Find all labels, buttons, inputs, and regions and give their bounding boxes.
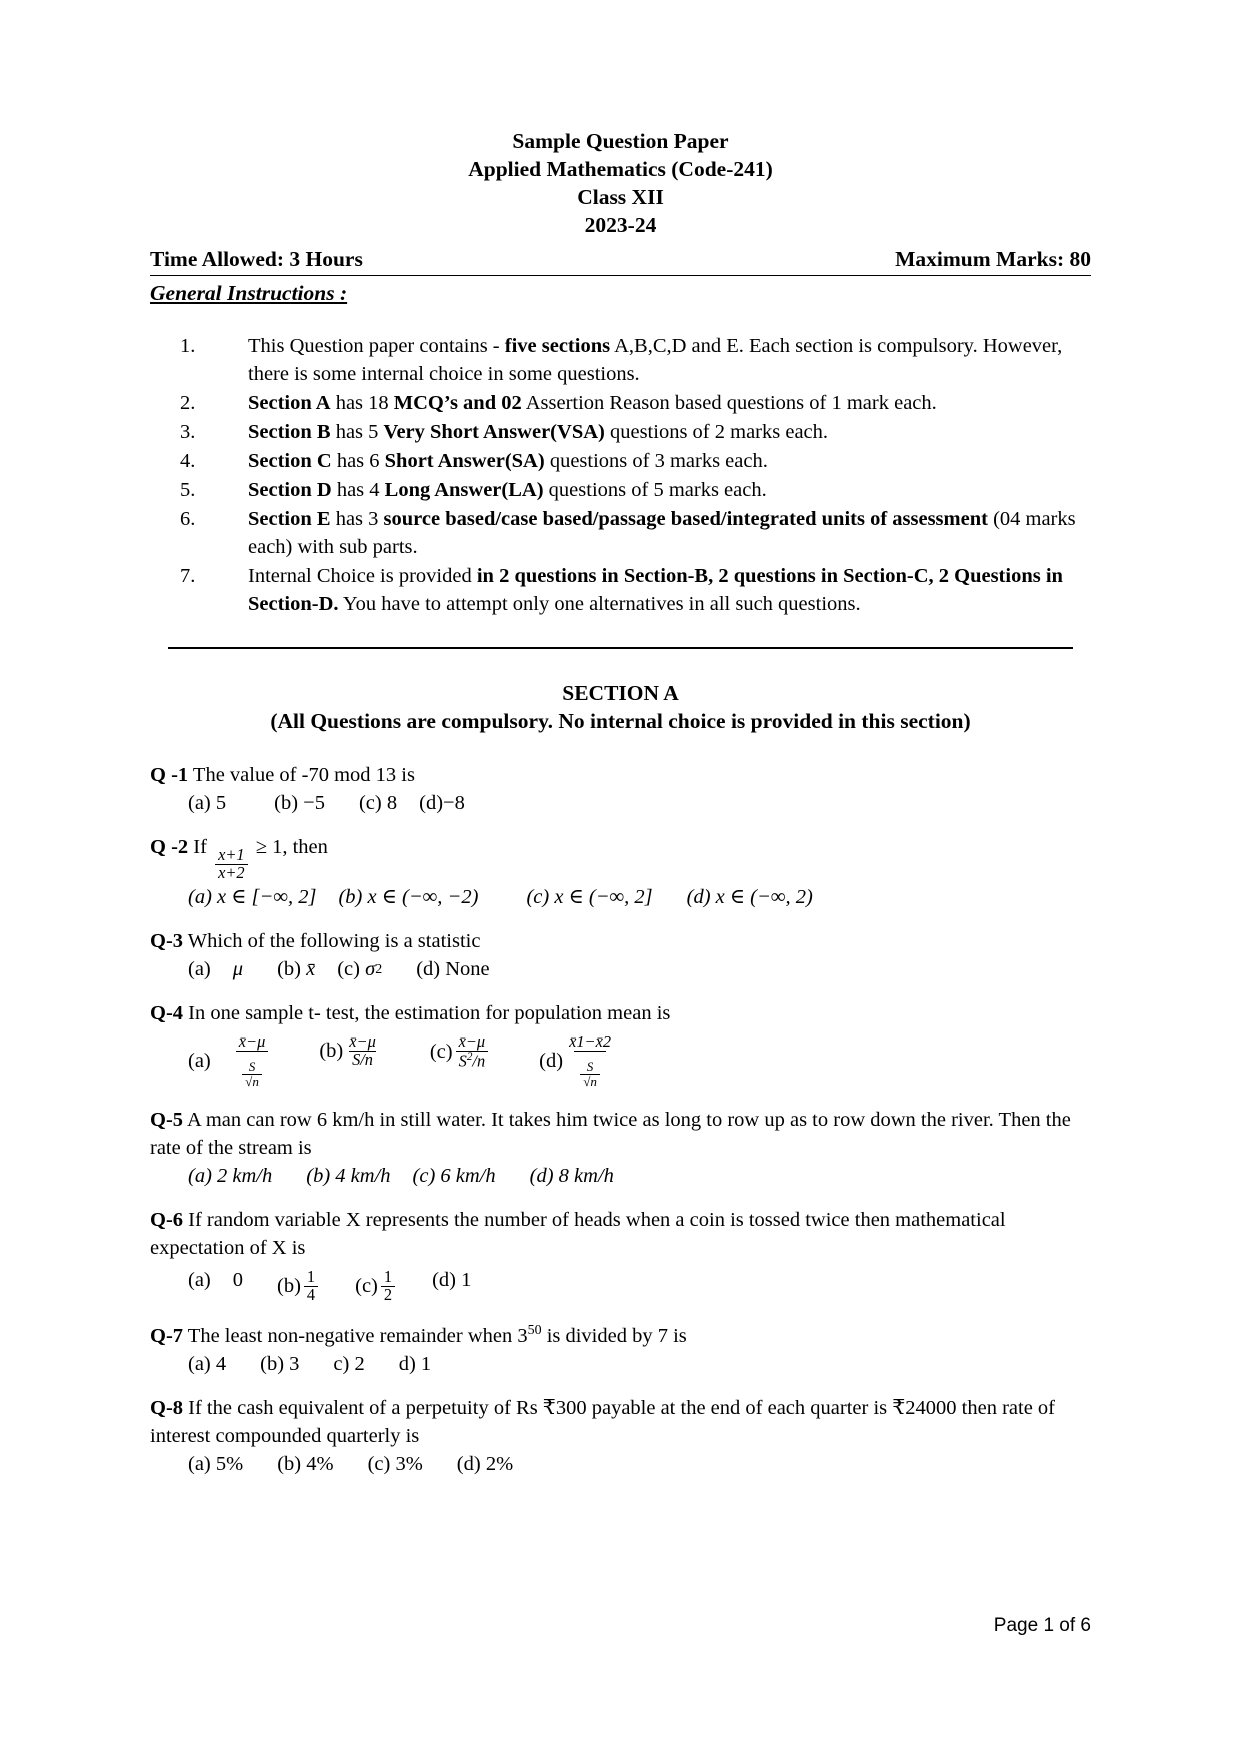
section-title: SECTION A <box>562 680 679 705</box>
question-7-options <box>150 1353 1091 1376</box>
formula-b-numerator: x̄−μ <box>349 1031 376 1051</box>
question-6 <box>150 1207 1091 1304</box>
inner-denominator: √n <box>580 1074 600 1089</box>
question-6-text: If random variable X represents the number of heads when a coin is tossed twice then mathematical expectation of X is <box>150 1208 1006 1259</box>
questions-list <box>150 762 1091 1476</box>
instruction-text: Section C has 6 Short Answer(SA) questions of 3 marks each. <box>248 450 768 473</box>
question-3-options <box>150 958 1091 981</box>
instruction-item <box>180 332 1091 388</box>
question-4-text: In one sample t- test, the estimation for population mean is <box>188 1002 671 1025</box>
instruction-item <box>180 476 1091 504</box>
title-line-2: Applied Mathematics (Code-241) <box>468 156 773 181</box>
option-c[interactable]: c) 2 <box>333 1353 365 1376</box>
option-d[interactable]: d) 1 <box>398 1353 432 1376</box>
fraction-numerator: 1 <box>383 1266 393 1286</box>
question-8-stem <box>150 1395 1091 1451</box>
question-7-exponent: 50 <box>527 1323 542 1339</box>
formula-d-denominator <box>574 1051 606 1088</box>
option-a-label: (a) <box>188 1049 211 1072</box>
option-c-exponent: 2 <box>375 961 383 977</box>
option-a-value: μ <box>232 958 244 981</box>
option-a[interactable]: (a) 4 <box>188 1353 227 1376</box>
formula-c-numerator: x̄−μ <box>458 1031 486 1051</box>
formula-d <box>566 1031 614 1089</box>
option-d[interactable]: (d) 8 km/h <box>529 1164 614 1187</box>
question-3 <box>150 928 1091 981</box>
question-8-options <box>150 1453 1091 1476</box>
title-line-3: Class XII <box>577 184 664 209</box>
formula-a <box>236 1031 269 1089</box>
instruction-item <box>180 505 1091 561</box>
option-c[interactable] <box>429 1031 491 1071</box>
option-c-value: σ <box>365 958 376 981</box>
option-b[interactable]: (b) x ∈ (−∞, −2) <box>338 886 479 909</box>
option-d[interactable] <box>432 1269 471 1292</box>
option-b-value: x̄ <box>306 958 316 981</box>
question-1-stem <box>150 762 1091 790</box>
inner-denominator: √n <box>242 1074 262 1089</box>
option-d[interactable]: (d)−8 <box>419 791 465 814</box>
option-b-label: (b) <box>277 958 301 981</box>
document-title-block <box>150 128 1091 240</box>
question-1-options <box>150 792 1091 815</box>
fraction-one-quarter <box>304 1266 318 1304</box>
general-instructions-heading-wrap <box>150 276 1091 306</box>
question-5-options <box>150 1165 1091 1188</box>
instruction-number: 6. <box>180 508 196 531</box>
fraction-numerator: x+1 <box>218 845 245 865</box>
instruction-number: 2. <box>180 391 196 414</box>
option-c-label: (c) <box>337 958 360 981</box>
instruction-text: Section D has 4 Long Answer(LA) questions of 5 marks each. <box>248 479 767 502</box>
option-c[interactable] <box>355 1266 398 1304</box>
fraction-x1-over-x2 <box>215 847 248 882</box>
formula-c <box>456 1031 489 1071</box>
fraction-denominator: 2 <box>381 1286 395 1304</box>
option-a-label: (a) <box>188 1268 211 1291</box>
fraction-denominator: 4 <box>304 1286 318 1304</box>
option-b[interactable] <box>319 1031 381 1069</box>
formula-b <box>346 1031 379 1069</box>
question-8 <box>150 1395 1091 1476</box>
question-5 <box>150 1107 1091 1188</box>
option-b-label: (b) <box>277 1274 301 1297</box>
instruction-number: 7. <box>180 565 196 588</box>
option-a[interactable] <box>188 1269 243 1292</box>
title-line-1: Sample Question Paper <box>512 129 729 153</box>
option-a[interactable] <box>188 958 243 981</box>
option-b[interactable]: (b) −5 <box>274 791 325 814</box>
question-2-options <box>150 884 1091 909</box>
section-heading-block <box>150 679 1091 736</box>
instruction-text: Section B has 5 Very Short Answer(VSA) questions of 2 marks each. <box>248 420 829 443</box>
question-4 <box>150 1000 1091 1088</box>
question-5-stem <box>150 1107 1091 1163</box>
instruction-text: This Question paper contains - five sections A,B,C,D and E. Each section is compulsory. However, there is some internal choice in some questions. <box>248 334 1063 385</box>
question-5-text: A man can row 6 km/h in still water. It takes him twice as long to row up as to row down the river. Then the rate of the stream is <box>150 1109 1071 1160</box>
time-allowed: Time Allowed: 3 Hours <box>150 246 363 271</box>
fraction-one-half <box>381 1266 395 1304</box>
instruction-text: Internal Choice is provided in 2 questions in Section-B, 2 questions in Section-C, 2 Questions in Section-D. You have to attempt only one alternatives in all such questions. <box>248 565 1063 616</box>
option-b[interactable] <box>277 958 315 981</box>
instruction-item <box>180 447 1091 475</box>
option-c[interactable]: (c) 6 km/h <box>412 1164 496 1187</box>
question-7-label: Q-7 <box>150 1325 184 1348</box>
title-line-4: 2023-24 <box>584 212 657 237</box>
option-a[interactable]: (a) 5 <box>188 791 227 814</box>
option-d[interactable]: (d) x ∈ (−∞, 2) <box>686 886 813 909</box>
instruction-item <box>180 389 1091 417</box>
question-2 <box>150 834 1091 910</box>
option-c-label: (c) <box>429 1040 453 1063</box>
maximum-marks: Maximum Marks: 80 <box>895 246 1091 271</box>
formula-a-denominator <box>236 1051 268 1088</box>
instruction-item <box>180 418 1091 446</box>
option-b[interactable] <box>277 1266 321 1304</box>
question-6-stem <box>150 1207 1091 1263</box>
question-1-label: Q -1 <box>150 763 189 786</box>
fraction-denominator: x+2 <box>215 864 248 882</box>
option-c[interactable] <box>337 958 382 981</box>
formula-b-denominator: S/n <box>349 1051 376 1069</box>
option-d-label: (d) <box>539 1049 564 1072</box>
option-d-value: None <box>445 958 490 981</box>
question-8-text: If the cash equivalent of a perpetuity of Rs ₹300 payable at the end of each quarter is ₹24000 then rate of interest compounded quarterly is <box>150 1397 1056 1448</box>
option-d-label: (d) <box>416 958 441 981</box>
option-c[interactable]: (c) 8 <box>358 791 398 814</box>
option-b[interactable]: (b) 4 km/h <box>306 1164 391 1187</box>
option-d[interactable] <box>416 958 489 981</box>
option-d[interactable] <box>539 1031 617 1089</box>
option-d[interactable]: (d) 2% <box>456 1452 514 1475</box>
option-b[interactable]: (b) 4% <box>277 1452 334 1475</box>
formula-a-inner-fraction <box>242 1060 262 1088</box>
instruction-item <box>180 562 1091 618</box>
option-d-label: (d) <box>432 1268 456 1291</box>
option-a-value: 0 <box>232 1268 244 1291</box>
option-b-label: (b) <box>319 1039 344 1062</box>
option-a[interactable]: (a) 5% <box>188 1452 244 1475</box>
general-instructions-heading: General Instructions : <box>150 280 348 305</box>
question-1-text: The value of -70 mod 13 is <box>192 763 415 786</box>
option-b[interactable]: (b) 3 <box>260 1353 300 1376</box>
formula-a-numerator: x̄−μ <box>238 1031 266 1051</box>
question-5-label: Q-5 <box>150 1109 184 1132</box>
question-4-label: Q-4 <box>150 1002 184 1025</box>
section-subtitle: (All Questions are compulsory. No internal choice is provided in this section) <box>270 709 971 734</box>
option-d-value: 1 <box>461 1268 472 1291</box>
question-6-options <box>150 1266 1091 1304</box>
question-2-label: Q -2 <box>150 835 189 858</box>
formula-d-inner-fraction <box>580 1060 600 1088</box>
question-7-text-post: is divided by 7 is <box>541 1325 687 1348</box>
option-a[interactable] <box>188 1031 271 1089</box>
question-3-text: Which of the following is a statistic <box>187 930 481 953</box>
question-8-label: Q-8 <box>150 1397 184 1420</box>
page-number-footer: Page 1 of 6 <box>993 1615 1091 1636</box>
instruction-text: Section E has 3 source based/case based/passage based/integrated units of assessment (04 marks each) with sub parts. <box>248 508 1076 559</box>
question-4-stem <box>150 1000 1091 1028</box>
instruction-number: 1. <box>180 334 196 357</box>
option-a-label: (a) <box>188 958 211 981</box>
question-7 <box>150 1322 1091 1376</box>
question-2-text-post: ≥ 1, then <box>255 835 328 858</box>
question-3-label: Q-3 <box>150 930 184 953</box>
question-7-stem <box>150 1322 1091 1351</box>
option-a[interactable]: (a) 2 km/h <box>188 1164 273 1187</box>
instructions-list <box>150 332 1091 619</box>
inner-numerator: S <box>248 1059 256 1075</box>
instruction-number: 5. <box>180 479 196 502</box>
exam-meta-row <box>150 247 1091 272</box>
option-a[interactable]: (a) x ∈ [−∞, 2] <box>188 886 317 909</box>
option-c[interactable]: (c) 3% <box>367 1452 423 1475</box>
question-4-options <box>150 1031 1091 1089</box>
section-divider <box>168 647 1073 649</box>
inner-numerator: S <box>586 1059 594 1075</box>
question-7-text-pre: The least non-negative remainder when 3 <box>187 1325 528 1348</box>
option-c[interactable]: (c) x ∈ (−∞, 2] <box>526 886 653 909</box>
instruction-number: 3. <box>180 420 196 443</box>
question-1 <box>150 762 1091 815</box>
formula-d-numerator: x̄1−x̄2 <box>569 1031 612 1051</box>
fraction-numerator: 1 <box>306 1266 316 1286</box>
option-c-label: (c) <box>355 1274 378 1297</box>
instruction-text: Section A has 18 MCQ’s and 02 Assertion Reason based questions of 1 mark each. <box>248 391 937 414</box>
formula-c-denominator: $S^2/n$ <box>456 1051 489 1070</box>
instruction-number: 4. <box>180 450 196 473</box>
question-6-label: Q-6 <box>150 1208 184 1231</box>
question-2-stem <box>150 834 1091 883</box>
question-2-text-pre: If <box>193 835 207 858</box>
question-3-stem <box>150 928 1091 956</box>
